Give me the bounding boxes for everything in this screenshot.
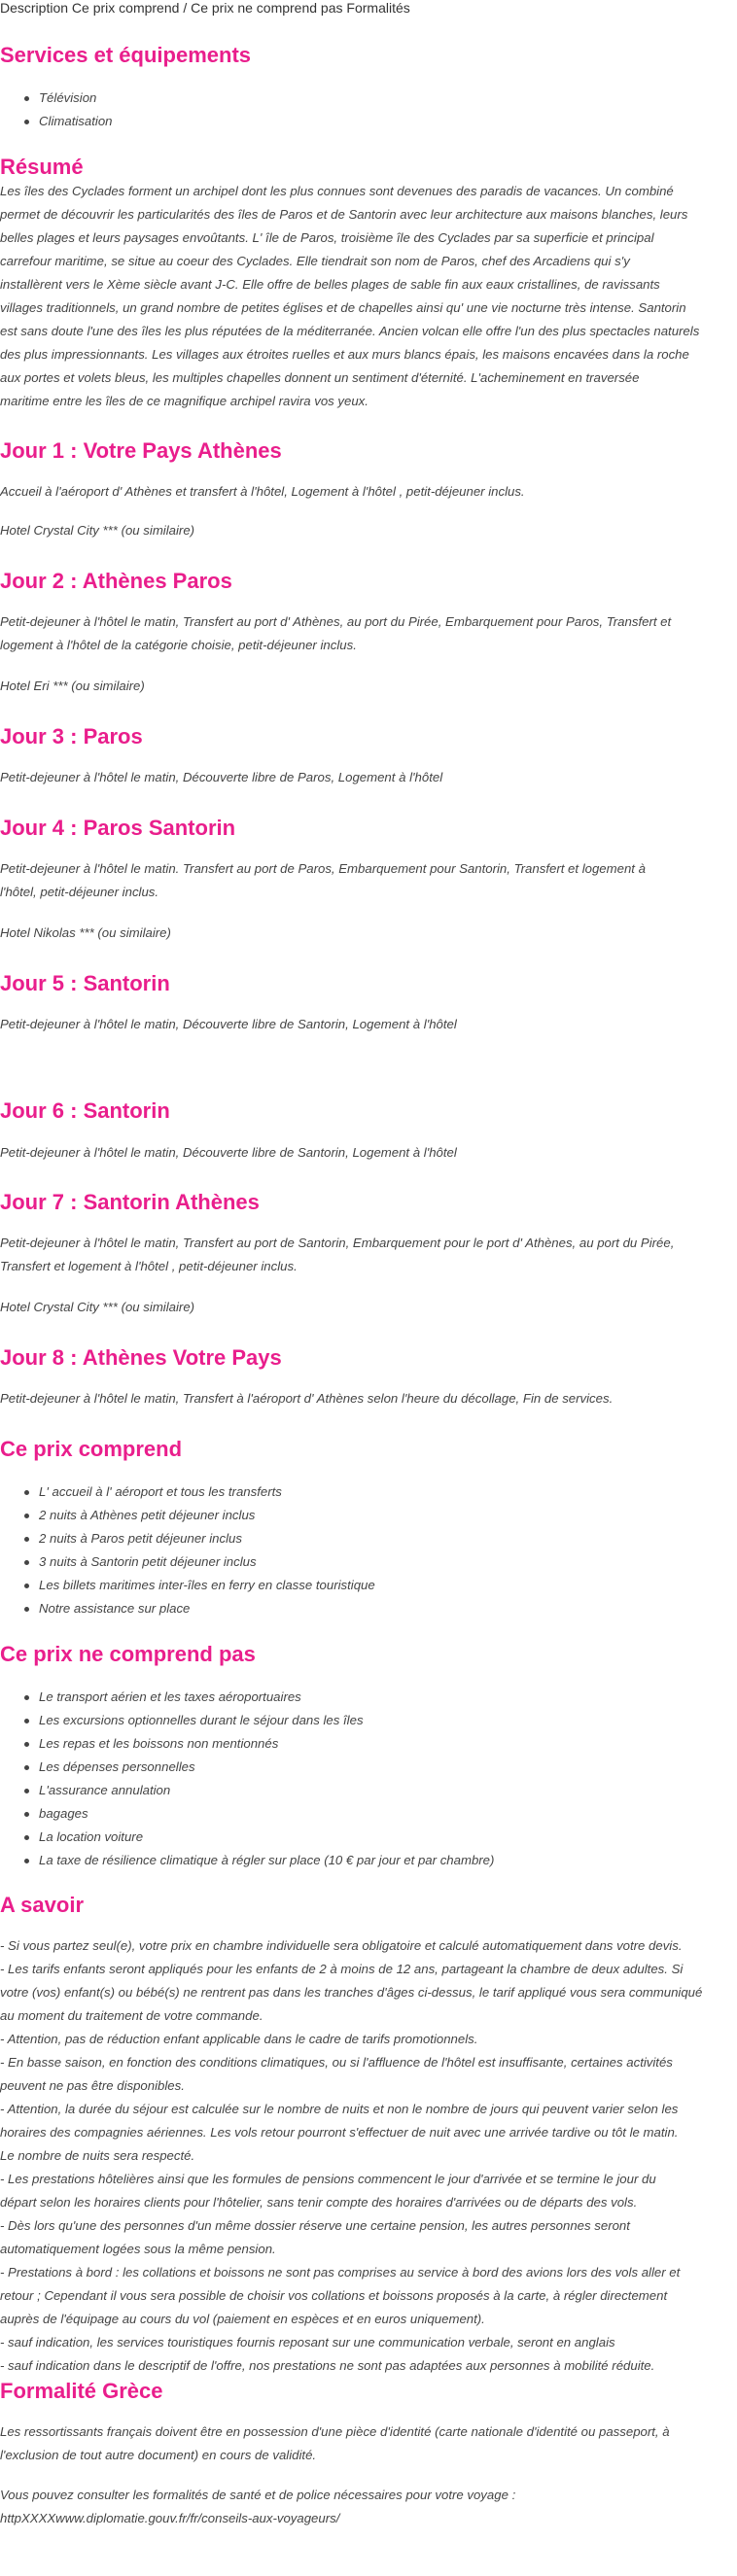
text-line: - Les tarifs enfants seront appliqués pour les enfants de 2 à moins de 12 ans, partageant la chambre de deux adultes. Si [0, 1962, 684, 1976]
text-line: des plus impressionnants. Les villages aux étroites ruelles et aux murs blancs épais, les maisons encavées dans la roche [0, 347, 689, 362]
list-item: 2 nuits à Athènes petit déjeuner inclus [39, 1504, 375, 1527]
text-line: carrefour maritime, se situe au coeur des Cyclades. Elle tiendrait son nom de Paros, chef des Arcadiens qui s'y [0, 254, 630, 268]
text-line: belles plages et leurs paysages envoûtants. L' île de Paros, troisième île des Cyclades par sa superficie et principal [0, 230, 654, 245]
day-4-text [0, 857, 737, 904]
day-6-text [0, 1141, 737, 1165]
text-line: - Si vous partez seul(e), votre prix en chambre individuelle sera obligatoire et calculé automatiquement dans votre devis. [0, 1938, 683, 1953]
text-line: Les ressortissants français doivent être en possession d'une pièce d'identité (carte nationale d'identité ou passeport, à [0, 2424, 670, 2439]
day-4-hotel [0, 922, 737, 945]
tab-comprend[interactable]: Ce prix comprend [71, 0, 184, 16]
text-line: retour ; Cependant il vous sera possible de choisir vos collations et boissons proposés à la carte, à régler directement [0, 2288, 668, 2303]
text-line: l'exclusion de tout autre document) en cours de validité. [0, 2448, 317, 2462]
day-1-hotel [0, 519, 737, 542]
text-line: automatiquement logées sous la même pension. [0, 2242, 276, 2256]
a-savoir-text [0, 1934, 737, 2378]
list-item: La location voiture [39, 1826, 494, 1849]
text-line: Le nombre de nuits sera respecté. [0, 2148, 195, 2163]
text-line: - sauf indication dans le descriptif de l'offre, nos prestations ne sont pas adaptées aux personnes à mobilité réduite. [0, 2358, 655, 2373]
day-7-hotel [0, 1296, 737, 1319]
list-item: Notre assistance sur place [39, 1597, 375, 1620]
comprend-heading: Ce prix comprend [0, 1437, 183, 1461]
text-line: - En basse saison, en fonction des conditions climatiques, ou si l'affluence de l'hôtel est insuffisante, certaines activités [0, 2055, 673, 2070]
text-line: au moment du traitement de votre commande. [0, 2008, 263, 2023]
tab-formalites[interactable]: Formalités [346, 0, 410, 16]
list-item: Les repas et les boissons non mentionnés [39, 1732, 494, 1756]
list-item: Les dépenses personnelles [39, 1756, 494, 1779]
day-7-heading: Jour 7 : Santorin Athènes [0, 1190, 260, 1214]
ne-comprend-heading: Ce prix ne comprend pas [0, 1642, 256, 1666]
hotel-line: Hotel Nikolas *** (ou similaire) [0, 925, 171, 940]
text-line: Transfert et logement à l'hôtel , petit-déjeuner inclus. [0, 1259, 298, 1273]
a-savoir-heading: A savoir [0, 1893, 85, 1917]
text-line: départ selon les horaires clients pour l'hôtelier, sans tenir compte des horaires d'arrivées ou de départs des vols. [0, 2195, 638, 2210]
hotel-line: Hotel Crystal City *** (ou similaire) [0, 523, 195, 538]
text-line: - Dès lors qu'une des personnes d'un même dossier réserve une certaine pension, les autres personnes seront [0, 2218, 630, 2233]
text-line: auprès de l'équipage au cours du vol (paiement en espèces et en euros uniquement). [0, 2312, 485, 2326]
text-line: Petit-dejeuner à l'hôtel le matin. Transfert au port de Paros, Embarquement pour Santorin, Transfert et logement à [0, 861, 646, 876]
text-line: installèrent vers le Xème siècle avant J-C. Elle offre de belles plages de sable fin aux eaux cristallines, de ravissants [0, 277, 660, 292]
day-3-text [0, 766, 737, 789]
day-3-heading: Jour 3 : Paros [0, 724, 143, 748]
text-line: l'hôtel, petit-déjeuner inclus. [0, 885, 159, 899]
hotel-line: Hotel Crystal City *** (ou similaire) [0, 1300, 195, 1314]
comprend-list [0, 1480, 375, 1620]
text-line: - Attention, pas de réduction enfant applicable dans le cadre de tarifs promotionnels. [0, 2032, 478, 2046]
tab-description[interactable]: Description [0, 0, 72, 16]
text-line: Petit-dejeuner à l'hôtel le matin, Découverte libre de Santorin, Logement à l'hôtel [0, 1145, 457, 1160]
day-6-heading: Jour 6 : Santorin [0, 1098, 170, 1123]
day-2-text [0, 610, 737, 657]
day-4-heading: Jour 4 : Paros Santorin [0, 816, 236, 840]
list-item: Le transport aérien et les taxes aéroportuaires [39, 1686, 494, 1709]
text-line: Petit-dejeuner à l'hôtel le matin, Découverte libre de Santorin, Logement à l'hôtel [0, 1017, 457, 1031]
list-item: bagages [39, 1802, 494, 1826]
list-item: L'assurance annulation [39, 1779, 494, 1802]
formalite-link[interactable]: httpXXXXwww.diplomatie.gouv.fr/fr/conseils-aux-voyageurs/ [0, 2511, 340, 2525]
text-line: Petit-dejeuner à l'hôtel le matin, Transfert au port de Santorin, Embarquement pour le port d' Athènes, au port du Pirée, [0, 1236, 675, 1250]
list-item: Télévision [39, 87, 113, 110]
day-2-hotel [0, 675, 737, 698]
text-line: permet de découvrir les particularités des îles de Paros et de Santorin avec leur architecture aux maisons blanches, leurs [0, 207, 688, 222]
text-line: aux portes et volets bleus, les multiples chapelles donnent un sentiment d'éternité. L'acheminement en traversée [0, 370, 640, 385]
day-1-heading: Jour 1 : Votre Pays Athènes [0, 438, 282, 463]
formalite-text-2 [0, 2484, 737, 2530]
formalite-text-1 [0, 2420, 737, 2467]
tab-separator: / [183, 0, 192, 16]
day-7-text [0, 1232, 737, 1278]
list-item: 2 nuits à Paros petit déjeuner inclus [39, 1527, 375, 1550]
list-item: Les excursions optionnelles durant le séjour dans les îles [39, 1709, 494, 1732]
services-heading: Services et équipements [0, 43, 252, 67]
day-2-heading: Jour 2 : Athènes Paros [0, 569, 232, 593]
text-line: horaires des compagnies aériennes. Les vols retour pourront s'effectuer de nuit avec une arrivée tardive ou tôt le matin. [0, 2125, 679, 2140]
list-item: La taxe de résilience climatique à régler sur place (10 € par jour et par chambre) [39, 1849, 494, 1872]
list-item: Climatisation [39, 110, 113, 133]
text-line: peuvent ne pas être disponibles. [0, 2078, 185, 2093]
resume-heading: Résumé [0, 155, 84, 179]
text-line: Les îles des Cyclades forment un archipel dont les plus connues sont devenues des paradis de vacances. Un combiné [0, 184, 674, 198]
text-line: Vous pouvez consulter les formalités de santé et de police nécessaires pour votre voyage : [0, 2488, 516, 2502]
services-list [0, 87, 113, 133]
resume-text [0, 180, 737, 413]
text-line: logement à l'hôtel de la catégorie choisie, petit-déjeuner inclus. [0, 638, 357, 652]
tab-ne-comprend[interactable]: Ce prix ne comprend pas [191, 0, 347, 16]
text-line: - sauf indication, les services touristiques fournis reposant sur une communication verbale, seront en anglais [0, 2335, 615, 2350]
day-8-heading: Jour 8 : Athènes Votre Pays [0, 1345, 282, 1370]
list-item: L' accueil à l' aéroport et tous les transferts [39, 1480, 375, 1504]
text-line: Accueil à l'aéroport d' Athènes et transfert à l'hôtel, Logement à l'hôtel , petit-déjeuner inclus. [0, 484, 525, 499]
day-5-text [0, 1013, 737, 1036]
day-5-heading: Jour 5 : Santorin [0, 971, 170, 995]
list-item: 3 nuits à Santorin petit déjeuner inclus [39, 1550, 375, 1574]
formalite-heading: Formalité Grèce [0, 2379, 163, 2403]
text-line: - Attention, la durée du séjour est calculée sur le nombre de nuits et non le nombre de jours qui peuvent varier selon les [0, 2102, 679, 2116]
day-8-text [0, 1387, 737, 1410]
text-line: villages traditionnels, un grand nombre de petites églises et de chapelles ainsi qu' une vie nocturne très intense. Santorin [0, 300, 686, 315]
ne-comprend-list [0, 1686, 494, 1872]
text-line: est sans doute l'une des îles les plus réputées de la méditerranée. Ancien volcan elle offre l'un des plus spectacles naturels [0, 324, 700, 338]
list-item: Les billets maritimes inter-îles en ferry en classe touristique [39, 1574, 375, 1597]
text-line: Petit-dejeuner à l'hôtel le matin, Transfert au port d' Athènes, au port du Pirée, Embarquement pour Paros, Transfert et [0, 614, 672, 629]
hotel-line: Hotel Eri *** (ou similaire) [0, 679, 145, 693]
text-line: maritime entre les îles de ce magnifique archipel ravira vos yeux. [0, 394, 368, 408]
text-line: Petit-dejeuner à l'hôtel le matin, Découverte libre de Paros, Logement à l'hôtel [0, 770, 443, 784]
text-line: Petit-dejeuner à l'hôtel le matin, Transfert à l'aéroport d' Athènes selon l'heure du décollage, Fin de services. [0, 1391, 614, 1406]
text-line: - Prestations à bord : les collations et boissons ne sont pas comprises au service à bord des avions lors des vols aller et [0, 2265, 681, 2280]
text-line: votre (vos) enfant(s) ou bébé(s) ne rentrent pas dans les tranches d'âges ci-dessus, le tarif appliqué vous sera communiqué [0, 1985, 703, 2000]
tab-bar [0, 0, 410, 16]
day-1-text [0, 480, 737, 504]
text-line: - Les prestations hôtelières ainsi que les formules de pensions commencent le jour d'arrivée et se termine le jour du [0, 2172, 656, 2186]
